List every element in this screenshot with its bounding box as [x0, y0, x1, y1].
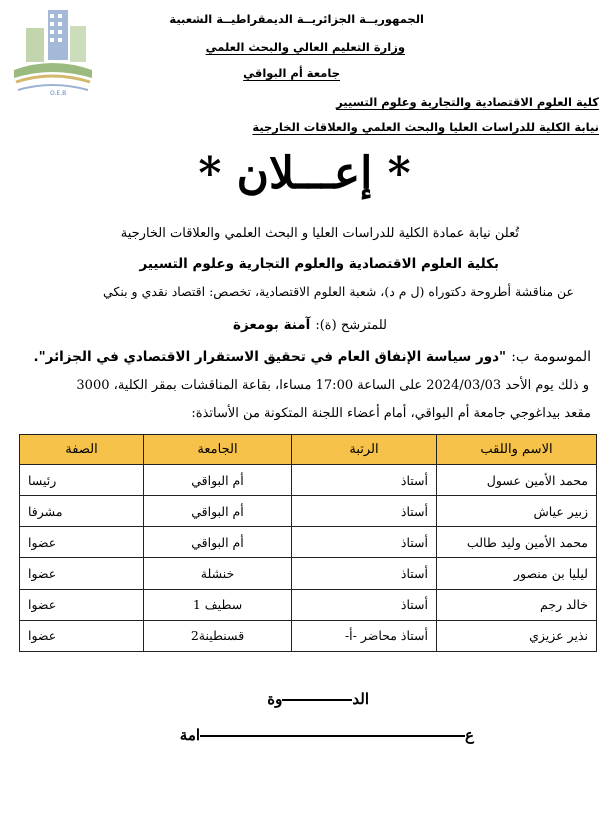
footer-invitation-dash: [282, 699, 352, 701]
thesis-title: "دور سياسة الإنفاق العام في تحقيق الاستقرار الاقتصادي في الجزائر".: [33, 349, 507, 365]
table-row: [20, 558, 597, 589]
logo-text: O.E.B: [50, 90, 67, 97]
table-row: [20, 589, 597, 620]
cell-rank: أستاذ: [292, 527, 437, 558]
cell-rank: أستاذ: [292, 465, 437, 496]
cell-name: ليليا بن منصور: [437, 558, 597, 589]
cell-role: عضوا: [20, 620, 144, 651]
cell-university: أم البواقي: [144, 496, 292, 527]
cell-university: خنشلة: [144, 558, 292, 589]
cell-university: أم البواقي: [144, 465, 292, 496]
thesis-line: [34, 346, 591, 365]
cell-rank: أستاذ: [292, 558, 437, 589]
thesis-label: الموسومة ب:: [511, 349, 591, 365]
body-line-1: تُعلن نيابة عمادة الكلية للدراسات العليا و البحث العلمي والعلاقات الخارجية: [120, 226, 519, 241]
footer-invitation: [267, 690, 369, 708]
schedule-line: و ذلك يوم الأحد 2024/03/03 على الساعة 17:00 مساءا، بقاعة المناقشات بمقر الكلية، 3000: [76, 378, 589, 393]
cell-rank: أستاذ: [292, 589, 437, 620]
announcement-title-wrap: [0, 148, 609, 199]
cell-role: عضوا: [20, 589, 144, 620]
footer-public-start: ع: [465, 726, 474, 744]
cell-university: سطيف 1: [144, 589, 292, 620]
header-name: الاسم واللقب: [437, 435, 597, 465]
cell-role: عضوا: [20, 558, 144, 589]
header-republic: الجمهوريــة الجزائريــة الديمقراطيــة الشعبية: [169, 12, 424, 26]
cell-name: زبير عياش: [437, 496, 597, 527]
table-row: [20, 496, 597, 527]
header-deanery: نيابة الكلية للدراسات العليا والبحث العلمي والعلاقات الخارجية: [252, 120, 599, 134]
cell-rank: أستاذ محاضر -أ-: [292, 620, 437, 651]
header-university: الجامعة: [144, 435, 292, 465]
location-line: مقعد بيداغوجي جامعة أم البواقي، أمام أعضاء اللجنة المتكونة من الأساتذة:: [191, 406, 591, 421]
header-faculty: كلية العلوم الاقتصادية والتجارية وعلوم التسيير: [336, 95, 599, 109]
cell-university: قسنطينة2: [144, 620, 292, 651]
footer-invitation-start: الد: [352, 690, 369, 708]
cell-name: محمد الأمين عسول: [437, 465, 597, 496]
cell-role: مشرفا: [20, 496, 144, 527]
cell-role: عضوا: [20, 527, 144, 558]
cell-name: خالد رجم: [437, 589, 597, 620]
table-row: [20, 527, 597, 558]
university-logo-icon: [6, 8, 98, 104]
header-ministry: وزارة التعليم العالي والبحث العلمي: [205, 40, 405, 54]
header-role: الصفة: [20, 435, 144, 465]
footer-public: [180, 726, 474, 744]
body-line-3: عن مناقشة أطروحة دكتوراه (ل م د)، شعبة العلوم الاقتصادية، تخصص: اقتصاد نقدي و بنكي: [103, 284, 574, 299]
footer-public-end: امة: [179, 726, 201, 744]
candidate-label: للمترشح (ة):: [315, 318, 387, 333]
candidate-line: [233, 314, 387, 333]
cell-name: محمد الأمين وليد طالب: [437, 527, 597, 558]
table-header-row: [20, 435, 597, 465]
header-university: جامعة أم البواقي: [243, 66, 340, 80]
table-row: [20, 620, 597, 651]
footer-public-dash: [200, 735, 465, 737]
cell-name: نذير عزيزي: [437, 620, 597, 651]
table-row: [20, 465, 597, 496]
cell-role: رئيسا: [20, 465, 144, 496]
header-rank: الرتبة: [292, 435, 437, 465]
cell-rank: أستاذ: [292, 496, 437, 527]
footer-invitation-end: وة: [267, 690, 283, 708]
cell-university: أم البواقي: [144, 527, 292, 558]
body-line-2: بكلية العلوم الاقتصادية والعلوم التجارية وعلوم التسيير: [139, 256, 499, 272]
jury-table: [19, 434, 597, 652]
candidate-name: آمنة بومعزة: [233, 317, 311, 333]
announcement-title: * إعـــلان *: [198, 148, 411, 199]
